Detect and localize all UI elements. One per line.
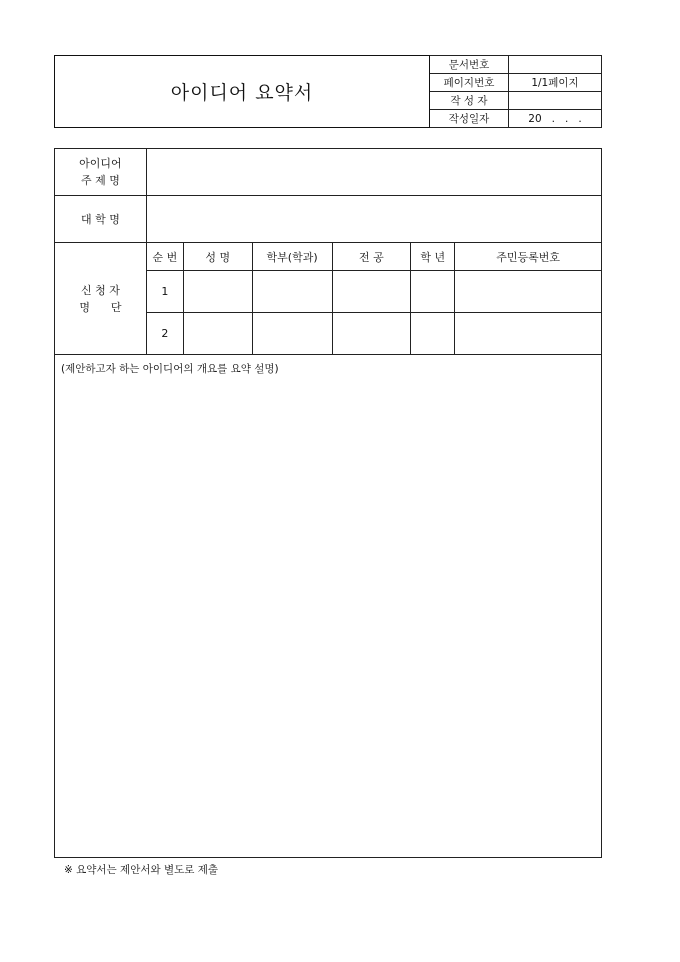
major-field[interactable] xyxy=(332,271,411,313)
document-header xyxy=(54,55,602,128)
summary-hint: (제안하고자 하는 아이디어의 개요를 요약 설명) xyxy=(61,363,279,375)
col-header-id: 주민등록번호 xyxy=(455,243,602,271)
university-label: 대 학 명 xyxy=(55,196,147,243)
idea-topic-label xyxy=(55,149,147,196)
col-header-major: 전 공 xyxy=(332,243,411,271)
col-header-dept: 학부(학과) xyxy=(252,243,332,271)
row-number: 1 xyxy=(146,271,183,313)
page-number-label: 페이지번호 xyxy=(430,74,509,92)
document-title: 아이디어 요약서 xyxy=(55,56,430,128)
idea-summary-form xyxy=(54,148,602,858)
doc-number-label: 문서번호 xyxy=(430,56,509,74)
idea-topic-label-line2: 주 제 명 xyxy=(81,174,120,187)
name-field[interactable] xyxy=(183,271,252,313)
name-field[interactable] xyxy=(183,313,252,355)
date-label: 작성일자 xyxy=(430,110,509,128)
summary-area[interactable] xyxy=(55,355,602,858)
dept-field[interactable] xyxy=(252,271,332,313)
row-number: 2 xyxy=(146,313,183,355)
id-number-field[interactable] xyxy=(455,313,602,355)
id-number-field[interactable] xyxy=(455,271,602,313)
footnote: ※ 요약서는 제안서와 별도로 제출 xyxy=(64,864,219,876)
author-label: 작 성 자 xyxy=(430,92,509,110)
author-value[interactable] xyxy=(509,92,602,110)
idea-topic-field[interactable] xyxy=(146,149,601,196)
university-field[interactable] xyxy=(146,196,601,243)
applicants-label-line2: 명 단 xyxy=(79,300,122,314)
idea-topic-label-line1: 아이디어 xyxy=(79,157,122,170)
col-header-name: 성 명 xyxy=(183,243,252,271)
doc-number-value[interactable] xyxy=(509,56,602,74)
applicants-label xyxy=(55,243,147,355)
dept-field[interactable] xyxy=(252,313,332,355)
date-value[interactable]: 20 . . . xyxy=(509,110,602,128)
year-field[interactable] xyxy=(411,313,455,355)
year-field[interactable] xyxy=(411,271,455,313)
col-header-year: 학 년 xyxy=(411,243,455,271)
major-field[interactable] xyxy=(332,313,411,355)
col-header-no: 순 번 xyxy=(146,243,183,271)
applicants-label-line1: 신 청 자 xyxy=(81,283,120,297)
page-number-value: 1/1페이지 xyxy=(509,74,602,92)
